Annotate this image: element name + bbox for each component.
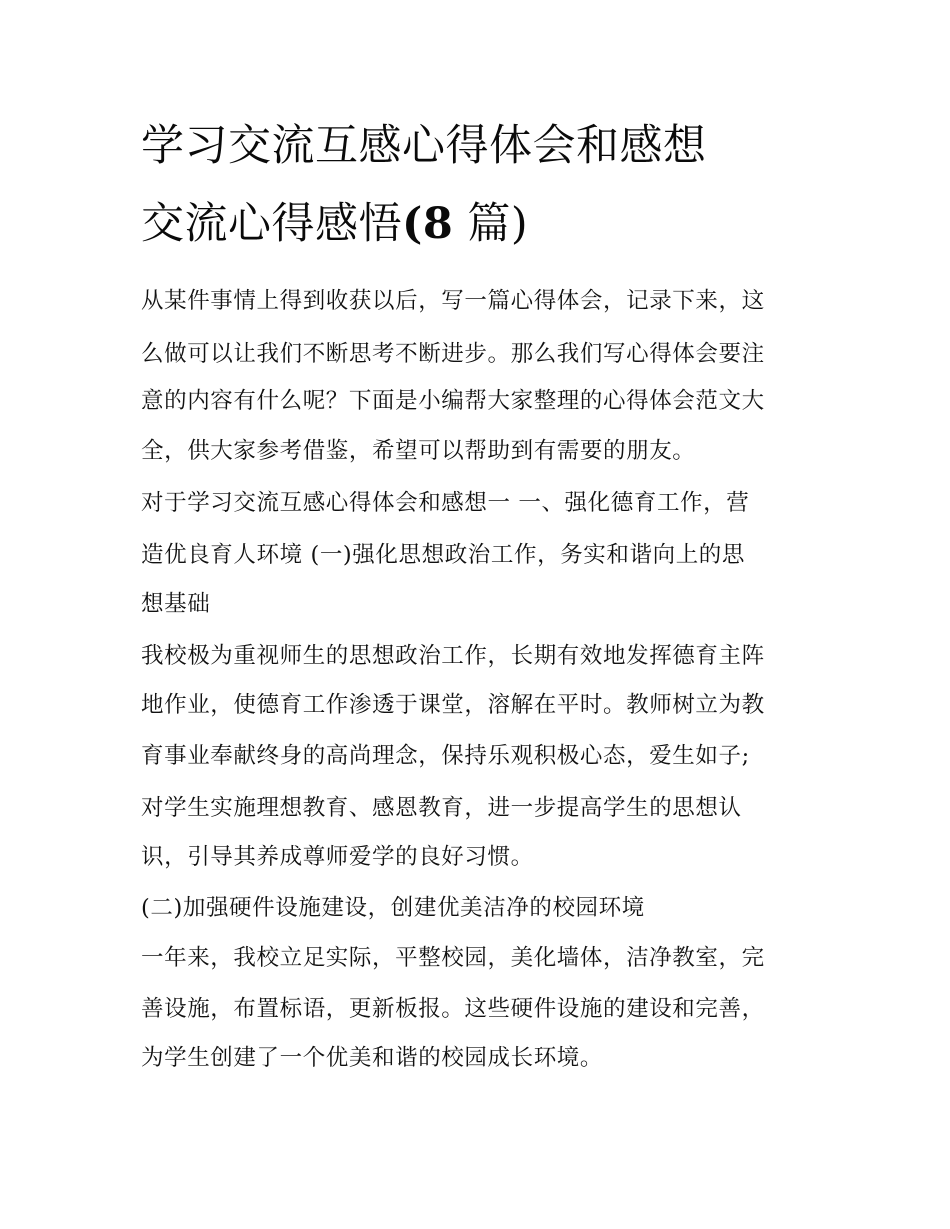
body-line: 育事业奉献终身的高尚理念，保持乐观积极心态，爱生如子;: [141, 743, 750, 769]
body-line: (二)加强硬件设施建设，创建优美洁净的校园环境: [141, 895, 645, 921]
title-count-bold: (8: [402, 199, 454, 249]
body-line: 我校极为重视师生的思想政治工作，长期有效地发挥德育主阵: [141, 643, 765, 669]
document-title-line-2: [141, 199, 841, 249]
body-line: 对于学习交流互感心得体会和感想一 一、强化德育工作，营: [141, 490, 750, 516]
body-line: 为学生创建了一个优美和谐的校园成长环境。: [141, 1045, 604, 1071]
title-count-rest: 篇): [453, 199, 529, 249]
body-line: 想基础: [141, 591, 211, 617]
body-line: 造优良育人环境 (一)强化思想政治工作，务实和谐向上的思: [141, 542, 746, 568]
body-line: 地作业，使德育工作渗透于课堂，溶解在平时。教师树立为教: [141, 692, 765, 718]
body-line: 意的内容有什么呢？下面是小编帮大家整理的心得体会范文大: [141, 388, 765, 414]
body-line: 对学生实施理想教育、感恩教育，进一步提高学生的思想认: [141, 795, 742, 821]
body-line: 么做可以让我们不断思考不断进步。那么我们写心得体会要注: [141, 341, 765, 367]
body-line: 识，引导其养成尊师爱学的良好习惯。: [141, 844, 534, 870]
body-line: 全，供大家参考借鉴，希望可以帮助到有需要的朋友。: [141, 438, 696, 464]
title-line-1-text: 学习交流互感心得体会和感想: [141, 121, 707, 171]
body-line: 善设施，布置标语，更新板报。这些硬件设施的建设和完善，: [141, 996, 765, 1022]
body-line: 一年来，我校立足实际，平整校园，美化墙体，洁净教室，完: [141, 945, 765, 971]
body-line: 从某件事情上得到收获以后，写一篇心得体会，记录下来，这: [141, 288, 765, 314]
document-title-line-1: [141, 121, 841, 171]
title-line-2-text: 交流心得感悟: [141, 199, 402, 249]
